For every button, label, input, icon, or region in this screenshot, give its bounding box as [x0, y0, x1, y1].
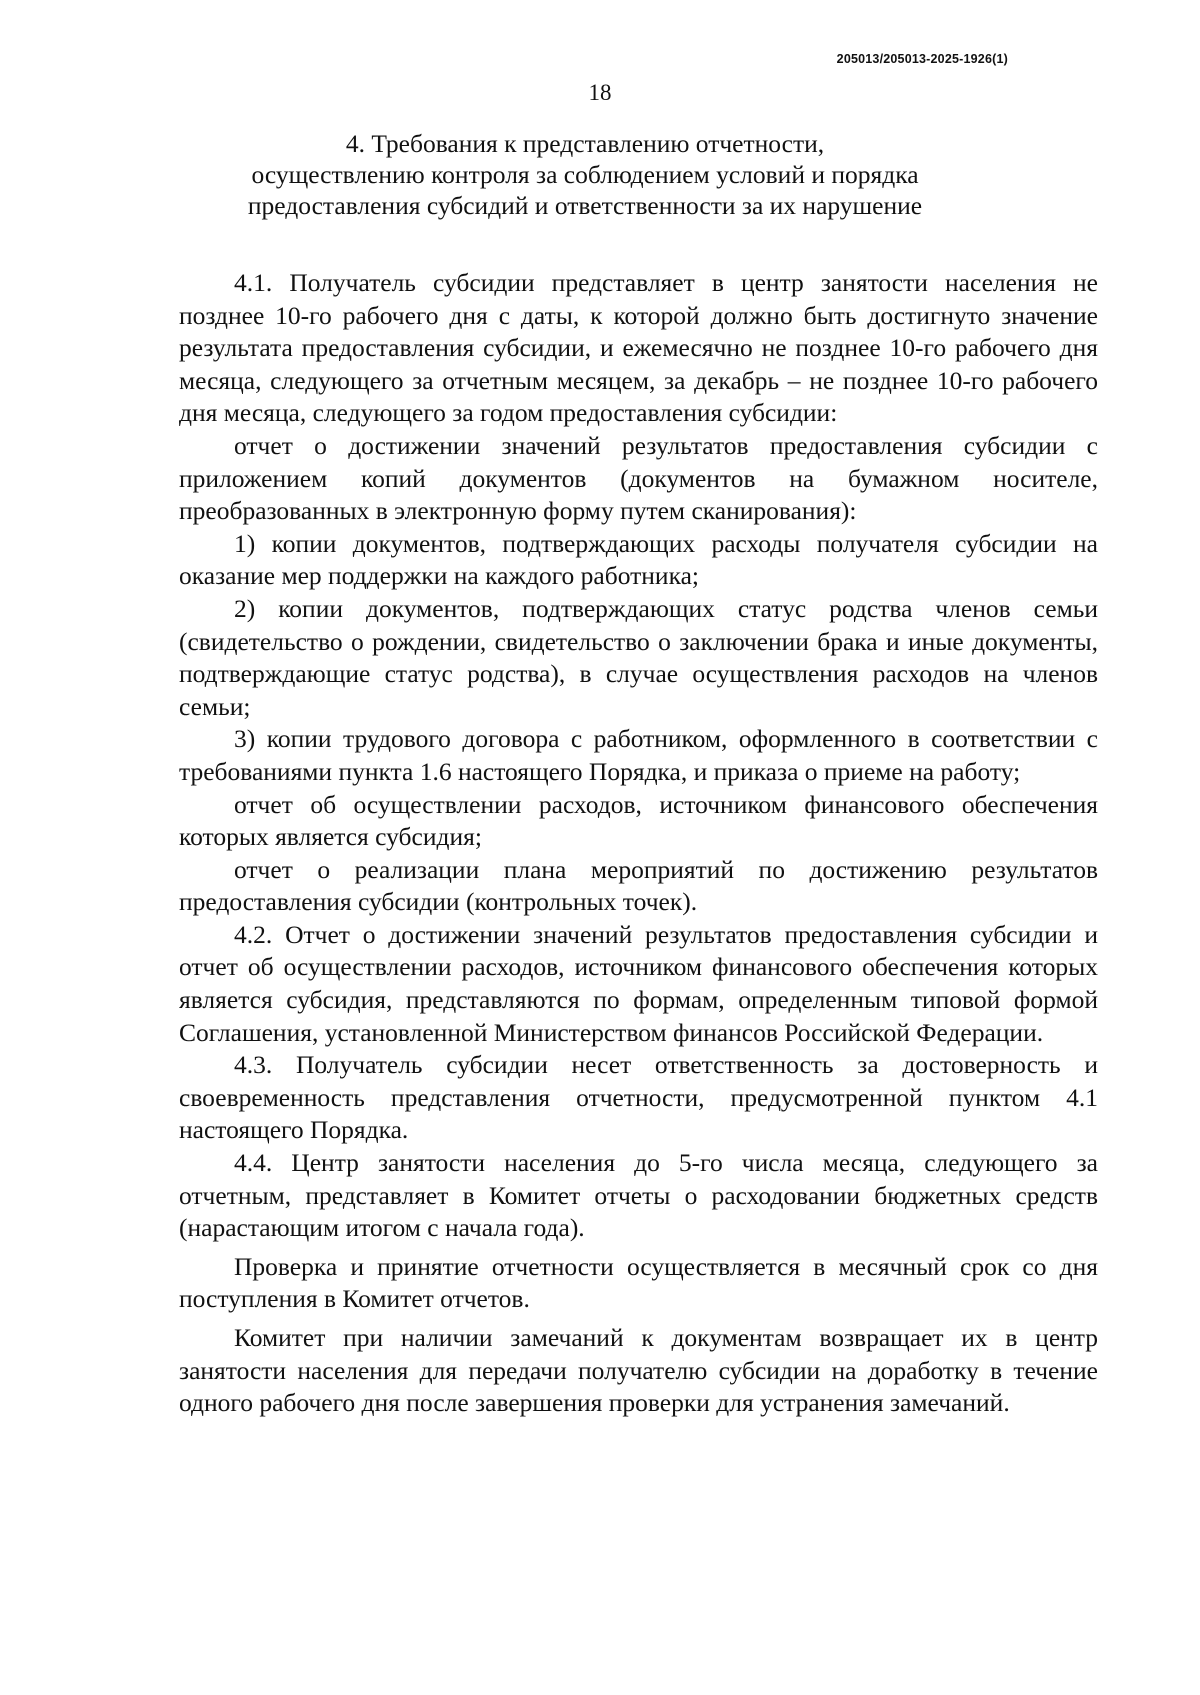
list-item-3: 3) копии трудового договора с работником, оформленного в соответствии с требованиями пункта 1.6 настоящего Порядка, и приказа о приеме на работу;	[179, 724, 1098, 786]
paragraph-report-expenses: отчет об осуществлении расходов, источником финансового обеспечения которых является субсидия;	[179, 789, 1098, 852]
heading-line: предоставления субсидий и ответственности за их нарушение	[247, 191, 923, 220]
paragraph-4-1: 4.1. Получатель субсидии представляет в центр занятости населения не позднее 10-го рабочего дня с даты, к которой должно быть достигнуто значение результата предоставления субсидии, и ежемесячно не позднее 10-го рабочего дня месяца, следующего за отчетным месяцем, за декабрь – не позднее 10-го рабочего дня месяца, следующего за годом предоставления субсидии:	[179, 268, 1098, 428]
paragraph-4-3: 4.3. Получатель субсидии несет ответственность за достоверность и своевременность представления отчетности, предусмотренной пунктом 4.1 настоящего Порядка.	[179, 1050, 1098, 1145]
heading-line: осуществлению контроля за соблюдением условий и порядка	[251, 160, 919, 189]
page-number: 18	[588, 80, 612, 105]
paragraph-report-plan: отчет о реализации плана мероприятий по достижению результатов предоставления субсидии (контрольных точек).	[179, 854, 1098, 917]
paragraph-committee-return: Комитет при наличии замечаний к документам возвращает их в центр занятости населения для передачи получателю субсидии на доработку в течение одного рабочего дня после завершения проверки для устранения замечаний.	[179, 1323, 1098, 1418]
list-item-1: 1) копии документов, подтверждающих расходы получателя субсидии на оказание мер поддержки на каждого работника;	[179, 528, 1098, 591]
paragraph-4-2: 4.2. Отчет о достижении значений результатов предоставления субсидии и отчет об осуществлении расходов, источником финансового обеспечения которых является субсидия, представляются по формам, определенным типовой формой Соглашения, установленной Министерством финансов Российской Федерации.	[179, 919, 1098, 1047]
heading-line: 4. Требования к представлению отчетности,	[345, 129, 825, 158]
paragraph-verification: Проверка и принятие отчетности осуществляется в месячный срок со дня поступления в Комитет отчетов.	[179, 1251, 1098, 1314]
paragraph-4-4: 4.4. Центр занятости населения до 5-го числа месяца, следующего за отчетным, представляет в Комитет отчеты о расходовании бюджетных средств (нарастающим итогом с начала года).	[179, 1148, 1098, 1243]
section-heading	[150, 128, 1020, 221]
document-id: 205013/205013-2025-1926(1)	[836, 52, 1008, 66]
body-text	[179, 267, 1098, 1420]
list-item-2: 2) копии документов, подтверждающих статус родства членов семьи (свидетельство о рождении, свидетельство о заключении брака и иные документы, подтверждающие статус родства), в случае осуществления расходов на членов семьи;	[179, 593, 1098, 721]
paragraph-report-achievement: отчет о достижении значений результатов предоставления субсидии с приложением копий документов (документов на бумажном носителе, преобразованных в электронную форму путем сканирования):	[179, 430, 1098, 526]
